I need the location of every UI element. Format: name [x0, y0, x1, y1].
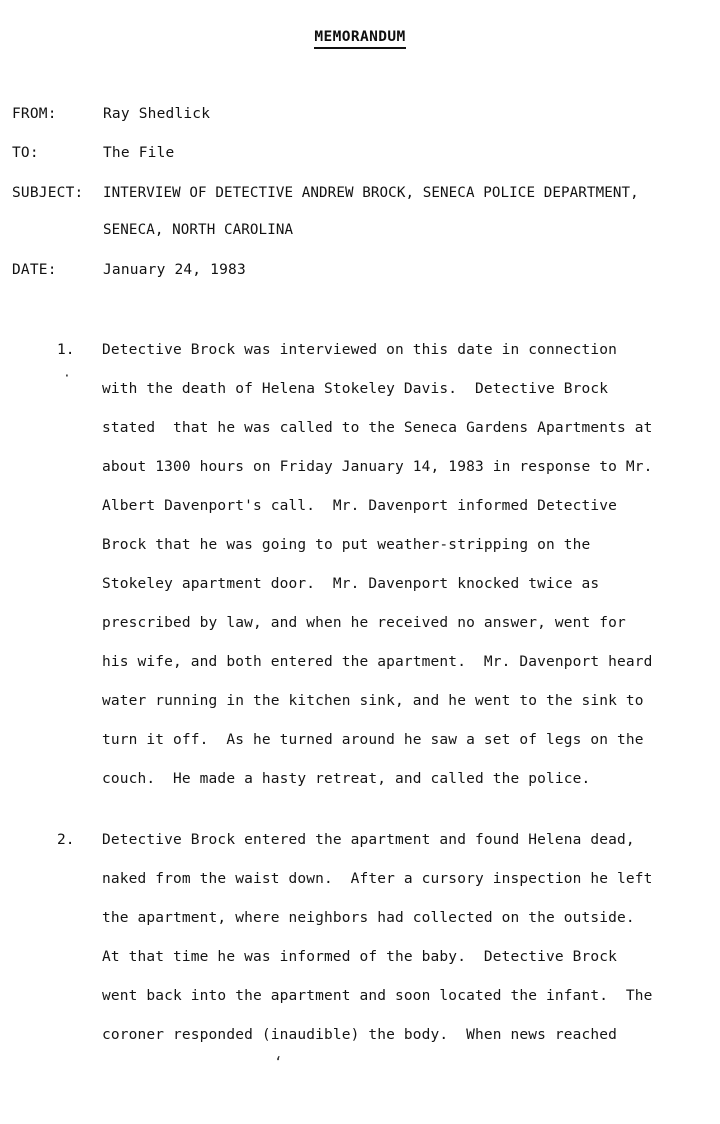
paragraph-line: Detective Brock entered the apartment and found Helena dead, — [102, 832, 635, 848]
date-label: DATE: — [12, 262, 57, 278]
document-title-row — [0, 26, 720, 49]
page-title: MEMORANDUM — [314, 28, 405, 49]
paragraph-body — [102, 821, 717, 1055]
from-value: Ray Shedlick — [103, 106, 211, 122]
stray-ink-mark-icon: · — [63, 369, 71, 384]
paragraph-line: about 1300 hours on Friday January 14, 1983 in response to Mr. — [102, 459, 653, 475]
to-value: The File — [103, 145, 175, 161]
date-value: January 24, 1983 — [103, 262, 246, 278]
paragraph-body — [102, 331, 717, 799]
numbered-paragraph — [57, 331, 717, 799]
paragraph-line: Brock that he was going to put weather-stripping on the — [102, 537, 591, 553]
paragraph-line: couch. He made a hasty retreat, and called the police. — [102, 771, 591, 787]
paragraph-line: At that time he was informed of the baby. Detective Brock — [102, 949, 618, 965]
paragraph-line: Albert Davenport's call. Mr. Davenport informed Detective — [102, 498, 618, 514]
paragraph-number: 2. — [57, 832, 75, 848]
paragraph-line: his wife, and both entered the apartment. Mr. Davenport heard — [102, 654, 653, 670]
stray-ink-mark-icon: ‘ — [274, 1055, 283, 1071]
to-label: TO: — [12, 145, 39, 161]
paragraph-line: Stokeley apartment door. Mr. Davenport knocked twice as — [102, 576, 600, 592]
paragraph-line: stated that he was called to the Seneca Gardens Apartments at — [102, 420, 653, 436]
paragraph-line: went back into the apartment and soon located the infant. The — [102, 988, 653, 1004]
numbered-paragraph — [57, 821, 717, 1055]
paragraph-line: prescribed by law, and when he received no answer, went for — [102, 615, 626, 631]
paragraph-line: the apartment, where neighbors had collected on the outside. — [102, 910, 635, 926]
paragraph-line: water running in the kitchen sink, and he went to the sink to — [102, 693, 644, 709]
from-label: FROM: — [12, 106, 57, 122]
subject-value-line-1: INTERVIEW OF DETECTIVE ANDREW BROCK, SENECA POLICE DEPARTMENT, — [103, 185, 639, 201]
subject-value-line-2: SENECA, NORTH CAROLINA — [103, 222, 294, 238]
paragraph-line: turn it off. As he turned around he saw a set of legs on the — [102, 732, 644, 748]
paragraph-line: Detective Brock was interviewed on this date in connection — [102, 342, 618, 358]
subject-label: SUBJECT: — [12, 185, 84, 201]
paragraph-line: coroner responded (inaudible) the body. When news reached — [102, 1027, 618, 1043]
paragraph-line: naked from the waist down. After a cursory inspection he left — [102, 871, 653, 887]
paragraph-number: 1. — [57, 342, 75, 358]
paragraph-line: with the death of Helena Stokeley Davis. Detective Brock — [102, 381, 609, 397]
